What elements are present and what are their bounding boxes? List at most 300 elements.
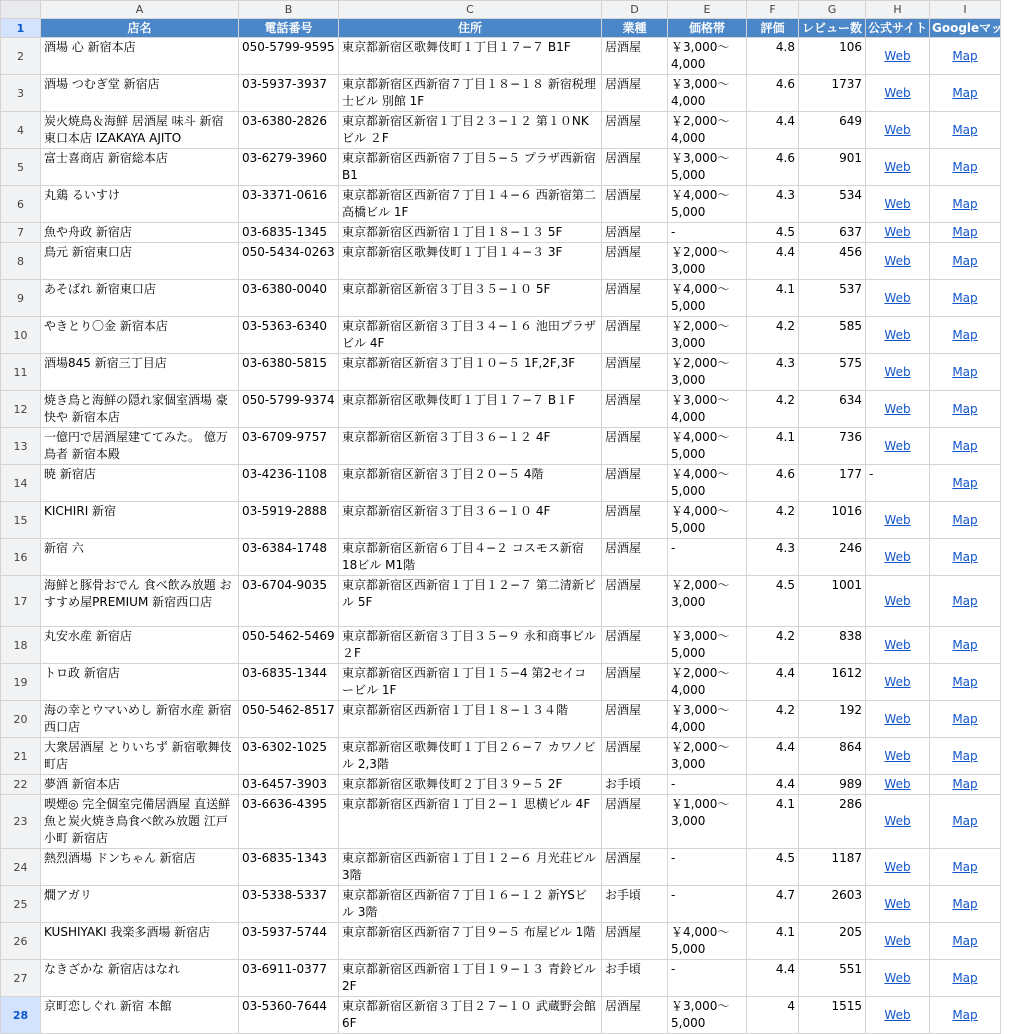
- cell-rating[interactable]: 4.5: [747, 849, 799, 886]
- cell-type[interactable]: 居酒屋: [602, 465, 668, 502]
- cell-website-link[interactable]: Web: [866, 539, 930, 576]
- cell-reviews[interactable]: 205: [799, 923, 866, 960]
- cell-address[interactable]: 東京都新宿区新宿３丁目３５−１０ 5F: [339, 280, 602, 317]
- cell-website-link[interactable]: Web: [866, 391, 930, 428]
- cell-address[interactable]: 東京都新宿区新宿３丁目３６−１２ 4F: [339, 428, 602, 465]
- cell-price[interactable]: ￥4,000〜5,000: [668, 923, 747, 960]
- cell-price[interactable]: ￥3,000〜5,000: [668, 149, 747, 186]
- row-number[interactable]: 3: [1, 75, 41, 112]
- row-number[interactable]: 19: [1, 664, 41, 701]
- row-number[interactable]: 28: [1, 997, 41, 1034]
- cell-address[interactable]: 東京都新宿区西新宿１丁目１２−６ 月光荘ビル 3階: [339, 849, 602, 886]
- cell-map-link[interactable]: Map: [930, 664, 1001, 701]
- cell-website-link[interactable]: Web: [866, 112, 930, 149]
- cell-reviews[interactable]: 551: [799, 960, 866, 997]
- cell-address[interactable]: 東京都新宿区西新宿７丁目９−５ 布屋ビル 1階: [339, 923, 602, 960]
- cell-tel[interactable]: 03-6911-0377: [239, 960, 339, 997]
- cell-rating[interactable]: 4.4: [747, 112, 799, 149]
- cell-address[interactable]: 東京都新宿区新宿６丁目４−２ コスモス新宿18ビル M1階: [339, 539, 602, 576]
- cell-website-link[interactable]: Web: [866, 849, 930, 886]
- cell-map-link[interactable]: Map: [930, 317, 1001, 354]
- cell-type[interactable]: 居酒屋: [602, 112, 668, 149]
- cell-price[interactable]: ￥2,000〜3,000: [668, 354, 747, 391]
- cell-name[interactable]: あそばれ 新宿東口店: [41, 280, 239, 317]
- cell-website-link[interactable]: Web: [866, 627, 930, 664]
- cell-website-link[interactable]: Web: [866, 664, 930, 701]
- cell-map-link[interactable]: Map: [930, 627, 1001, 664]
- cell-type[interactable]: 居酒屋: [602, 701, 668, 738]
- cell-website-link[interactable]: Web: [866, 576, 930, 627]
- row-number[interactable]: 2: [1, 38, 41, 75]
- cell-type[interactable]: 居酒屋: [602, 502, 668, 539]
- cell-type[interactable]: 居酒屋: [602, 428, 668, 465]
- cell-type[interactable]: 居酒屋: [602, 795, 668, 849]
- cell-name[interactable]: 海の幸とウマいめし 新宿水産 新宿西口店: [41, 701, 239, 738]
- row-number[interactable]: 23: [1, 795, 41, 849]
- row-number[interactable]: 26: [1, 923, 41, 960]
- cell-website-link[interactable]: Web: [866, 75, 930, 112]
- header-cell-price[interactable]: 価格帯: [668, 19, 747, 38]
- cell-name[interactable]: 焼き鳥と海鮮の隠れ家個室酒場 豪快や 新宿本店: [41, 391, 239, 428]
- cell-map-link[interactable]: Map: [930, 243, 1001, 280]
- cell-address[interactable]: 東京都新宿区西新宿１丁目１９−１３ 青鈴ビル 2F: [339, 960, 602, 997]
- cell-price[interactable]: ￥4,000〜5,000: [668, 428, 747, 465]
- cell-website-link[interactable]: Web: [866, 738, 930, 775]
- cell-tel[interactable]: 03-6380-2826: [239, 112, 339, 149]
- cell-type[interactable]: 居酒屋: [602, 997, 668, 1034]
- table-row: [1, 149, 1001, 186]
- cell-rating[interactable]: 4.2: [747, 502, 799, 539]
- cell-name[interactable]: KUSHIYAKI 我楽多酒場 新宿店: [41, 923, 239, 960]
- cell-tel[interactable]: 03-6636-4395: [239, 795, 339, 849]
- cell-address[interactable]: 東京都新宿区西新宿７丁目５−５ プラザ西新宿 B1: [339, 149, 602, 186]
- cell-address[interactable]: 東京都新宿区歌舞伎町２丁目３９−５ 2F: [339, 775, 602, 795]
- cell-website-link[interactable]: Web: [866, 795, 930, 849]
- cell-price[interactable]: ￥4,000〜5,000: [668, 465, 747, 502]
- row-number[interactable]: 9: [1, 280, 41, 317]
- cell-price[interactable]: ￥2,000〜3,000: [668, 576, 747, 627]
- row-number[interactable]: 16: [1, 539, 41, 576]
- cell-name[interactable]: 夢酒 新宿本店: [41, 775, 239, 795]
- cell-website-link[interactable]: Web: [866, 38, 930, 75]
- cell-name[interactable]: 京町恋しぐれ 新宿 本館: [41, 997, 239, 1034]
- cell-tel[interactable]: 03-6709-9757: [239, 428, 339, 465]
- cell-type[interactable]: 居酒屋: [602, 38, 668, 75]
- header-cell-type[interactable]: 業種: [602, 19, 668, 38]
- cell-website-link[interactable]: Web: [866, 428, 930, 465]
- cell-address[interactable]: 東京都新宿区西新宿１丁目１５−4 第2セイコービル 1F: [339, 664, 602, 701]
- cell-price[interactable]: ￥3,000〜4,000: [668, 38, 747, 75]
- cell-price[interactable]: ￥3,000〜4,000: [668, 391, 747, 428]
- cell-reviews[interactable]: 585: [799, 317, 866, 354]
- cell-price[interactable]: -: [668, 223, 747, 243]
- table-row: [1, 701, 1001, 738]
- cell-tel[interactable]: 03-6279-3960: [239, 149, 339, 186]
- cell-name[interactable]: 新宿 六: [41, 539, 239, 576]
- cell-address[interactable]: 東京都新宿区新宿３丁目３５−９ 永和商事ビル２F: [339, 627, 602, 664]
- cell-name[interactable]: 鳥元 新宿東口店: [41, 243, 239, 280]
- cell-name[interactable]: トロ政 新宿店: [41, 664, 239, 701]
- cell-map-link[interactable]: Map: [930, 775, 1001, 795]
- cell-type[interactable]: 居酒屋: [602, 664, 668, 701]
- cell-type[interactable]: 居酒屋: [602, 738, 668, 775]
- cell-price[interactable]: ￥4,000〜5,000: [668, 186, 747, 223]
- cell-rating[interactable]: 4.2: [747, 701, 799, 738]
- cell-name[interactable]: 酒場845 新宿三丁目店: [41, 354, 239, 391]
- cell-rating[interactable]: 4.2: [747, 627, 799, 664]
- cell-name[interactable]: なきざかな 新宿店はなれ: [41, 960, 239, 997]
- cell-address[interactable]: 東京都新宿区新宿３丁目３６−１０ 4F: [339, 502, 602, 539]
- cell-reviews[interactable]: 1016: [799, 502, 866, 539]
- column-header-b[interactable]: B: [239, 1, 339, 19]
- row-number[interactable]: 20: [1, 701, 41, 738]
- cell-website-link[interactable]: Web: [866, 186, 930, 223]
- cell-map-link[interactable]: Map: [930, 354, 1001, 391]
- cell-type[interactable]: 居酒屋: [602, 317, 668, 354]
- cell-map-link[interactable]: Map: [930, 923, 1001, 960]
- header-cell-rating[interactable]: 評価: [747, 19, 799, 38]
- cell-rating[interactable]: 4.3: [747, 539, 799, 576]
- cell-map-link[interactable]: Map: [930, 960, 1001, 997]
- cell-address[interactable]: 東京都新宿区新宿３丁目３４−１６ 池田プラザビル 4F: [339, 317, 602, 354]
- cell-type[interactable]: 居酒屋: [602, 149, 668, 186]
- cell-price[interactable]: ￥2,000〜4,000: [668, 664, 747, 701]
- row-number[interactable]: 18: [1, 627, 41, 664]
- cell-tel[interactable]: 050-5462-8517: [239, 701, 339, 738]
- cell-name[interactable]: 海鮮と豚骨おでん 食べ飲み放題 おすすめ屋PREMIUM 新宿西口店: [41, 576, 239, 627]
- cell-rating[interactable]: 4.8: [747, 38, 799, 75]
- row-number[interactable]: 21: [1, 738, 41, 775]
- cell-reviews[interactable]: 1001: [799, 576, 866, 627]
- header-cell-tel[interactable]: 電話番号: [239, 19, 339, 38]
- cell-type[interactable]: 居酒屋: [602, 280, 668, 317]
- cell-map-link[interactable]: Map: [930, 465, 1001, 502]
- cell-reviews[interactable]: 736: [799, 428, 866, 465]
- cell-rating[interactable]: 4.6: [747, 465, 799, 502]
- cell-reviews[interactable]: 2603: [799, 886, 866, 923]
- cell-reviews[interactable]: 177: [799, 465, 866, 502]
- cell-reviews[interactable]: 637: [799, 223, 866, 243]
- cell-price[interactable]: ￥2,000〜4,000: [668, 112, 747, 149]
- cell-rating[interactable]: 4.3: [747, 186, 799, 223]
- cell-reviews[interactable]: 534: [799, 186, 866, 223]
- table-row: [1, 775, 1001, 795]
- cell-reviews[interactable]: 1187: [799, 849, 866, 886]
- cell-type[interactable]: 居酒屋: [602, 223, 668, 243]
- cell-address[interactable]: 東京都新宿区新宿３丁目２０−５ 4階: [339, 465, 602, 502]
- cell-rating[interactable]: 4.5: [747, 223, 799, 243]
- cell-map-link[interactable]: Map: [930, 576, 1001, 627]
- row-number[interactable]: 22: [1, 775, 41, 795]
- cell-reviews[interactable]: 1737: [799, 75, 866, 112]
- cell-reviews[interactable]: 286: [799, 795, 866, 849]
- cell-address[interactable]: 東京都新宿区西新宿１丁目１８−１３ 5F: [339, 223, 602, 243]
- cell-name[interactable]: 酒場 つむぎ堂 新宿店: [41, 75, 239, 112]
- cell-website-link[interactable]: Web: [866, 701, 930, 738]
- column-header-e[interactable]: E: [668, 1, 747, 19]
- cell-tel[interactable]: 050-5799-9595: [239, 38, 339, 75]
- select-all-corner[interactable]: [1, 1, 41, 19]
- cell-price[interactable]: ￥3,000〜4,000: [668, 701, 747, 738]
- table-row: [1, 186, 1001, 223]
- column-header-h[interactable]: H: [866, 1, 930, 19]
- row-number[interactable]: 27: [1, 960, 41, 997]
- cell-reviews[interactable]: 246: [799, 539, 866, 576]
- header-cell-name[interactable]: 店名: [41, 19, 239, 38]
- column-header-c[interactable]: C: [339, 1, 602, 19]
- cell-rating[interactable]: 4.4: [747, 738, 799, 775]
- cell-name[interactable]: 魚や舟政 新宿店: [41, 223, 239, 243]
- cell-tel[interactable]: 03-5937-3937: [239, 75, 339, 112]
- cell-name[interactable]: 酒場 心 新宿本店: [41, 38, 239, 75]
- cell-map-link[interactable]: Map: [930, 886, 1001, 923]
- cell-map-link[interactable]: Map: [930, 149, 1001, 186]
- cell-rating[interactable]: 4.2: [747, 391, 799, 428]
- cell-website-link[interactable]: Web: [866, 223, 930, 243]
- cell-rating[interactable]: 4.2: [747, 317, 799, 354]
- cell-address[interactable]: 東京都新宿区新宿３丁目１０−５ 1F,2F,3F: [339, 354, 602, 391]
- cell-tel[interactable]: 050-5462-5469: [239, 627, 339, 664]
- table-row: [1, 465, 1001, 502]
- cell-website-link[interactable]: Web: [866, 923, 930, 960]
- cell-map-link[interactable]: Map: [930, 280, 1001, 317]
- cell-tel[interactable]: 03-5937-5744: [239, 923, 339, 960]
- cell-type[interactable]: 居酒屋: [602, 391, 668, 428]
- cell-price[interactable]: ￥4,000〜5,000: [668, 502, 747, 539]
- cell-tel[interactable]: 03-6835-1345: [239, 223, 339, 243]
- cell-type[interactable]: 居酒屋: [602, 849, 668, 886]
- cell-reviews[interactable]: 537: [799, 280, 866, 317]
- cell-type[interactable]: 居酒屋: [602, 186, 668, 223]
- cell-map-link[interactable]: Map: [930, 112, 1001, 149]
- cell-price[interactable]: ￥3,000〜4,000: [668, 75, 747, 112]
- cell-rating[interactable]: 4.1: [747, 428, 799, 465]
- cell-tel[interactable]: 050-5434-0263: [239, 243, 339, 280]
- table-row: [1, 997, 1001, 1034]
- cell-map-link[interactable]: Map: [930, 428, 1001, 465]
- cell-tel[interactable]: 03-6380-5815: [239, 354, 339, 391]
- cell-rating[interactable]: 4.4: [747, 775, 799, 795]
- cell-map-link[interactable]: Map: [930, 849, 1001, 886]
- cell-name[interactable]: 炭火焼鳥＆海鮮 居酒屋 味斗 新宿東口本店 IZAKAYA AJITO: [41, 112, 239, 149]
- row-number[interactable]: 11: [1, 354, 41, 391]
- cell-name[interactable]: やきとり〇金 新宿本店: [41, 317, 239, 354]
- cell-rating[interactable]: 4.1: [747, 923, 799, 960]
- cell-price[interactable]: ￥1,000〜3,000: [668, 795, 747, 849]
- table-row: [1, 502, 1001, 539]
- cell-address[interactable]: 東京都新宿区西新宿７丁目１６−１２ 新YSビル 3階: [339, 886, 602, 923]
- cell-tel[interactable]: 03-5360-7644: [239, 997, 339, 1034]
- cell-price[interactable]: -: [668, 539, 747, 576]
- cell-map-link[interactable]: Map: [930, 738, 1001, 775]
- cell-reviews[interactable]: 1515: [799, 997, 866, 1034]
- row-number[interactable]: 13: [1, 428, 41, 465]
- cell-tel[interactable]: 03-6835-1343: [239, 849, 339, 886]
- cell-rating[interactable]: 4.1: [747, 795, 799, 849]
- cell-reviews[interactable]: 838: [799, 627, 866, 664]
- column-header-i[interactable]: I: [930, 1, 1001, 19]
- cell-tel[interactable]: 03-3371-0616: [239, 186, 339, 223]
- table-row: [1, 886, 1001, 923]
- cell-website-link[interactable]: Web: [866, 317, 930, 354]
- cell-name[interactable]: 喫煙◎ 完全個室完備居酒屋 直送鮮魚と炭火焼き鳥食べ飲み放題 江戸小町 新宿店: [41, 795, 239, 849]
- cell-map-link[interactable]: Map: [930, 223, 1001, 243]
- cell-type[interactable]: お手頃: [602, 886, 668, 923]
- cell-website-link[interactable]: Web: [866, 886, 930, 923]
- header-cell-reviews[interactable]: レビュー数: [799, 19, 866, 38]
- cell-rating[interactable]: 4.3: [747, 354, 799, 391]
- cell-type[interactable]: 居酒屋: [602, 354, 668, 391]
- cell-price[interactable]: -: [668, 960, 747, 997]
- header-cell-address[interactable]: 住所: [339, 19, 602, 38]
- cell-address[interactable]: 東京都新宿区新宿１丁目２３−１２ 第１０NKビル ２F: [339, 112, 602, 149]
- cell-map-link[interactable]: Map: [930, 391, 1001, 428]
- header-cell-map[interactable]: Googleマップ: [930, 19, 1001, 38]
- cell-address[interactable]: 東京都新宿区歌舞伎町１丁目１７−７ B1F: [339, 38, 602, 75]
- cell-price[interactable]: ￥3,000〜5,000: [668, 627, 747, 664]
- cell-website-link[interactable]: Web: [866, 775, 930, 795]
- row-number[interactable]: 25: [1, 886, 41, 923]
- cell-tel[interactable]: 03-6380-0040: [239, 280, 339, 317]
- table-row: [1, 849, 1001, 886]
- cell-rating[interactable]: 4.5: [747, 576, 799, 627]
- cell-price[interactable]: ￥2,000〜3,000: [668, 738, 747, 775]
- cell-type[interactable]: 居酒屋: [602, 576, 668, 627]
- cell-reviews[interactable]: 575: [799, 354, 866, 391]
- column-header-f[interactable]: F: [747, 1, 799, 19]
- cell-name[interactable]: 丸安水産 新宿店: [41, 627, 239, 664]
- cell-website-link[interactable]: Web: [866, 960, 930, 997]
- cell-type[interactable]: 居酒屋: [602, 627, 668, 664]
- cell-type[interactable]: 居酒屋: [602, 539, 668, 576]
- row-number[interactable]: 6: [1, 186, 41, 223]
- cell-tel[interactable]: 03-6384-1748: [239, 539, 339, 576]
- cell-name[interactable]: 丸鶏 るいすけ: [41, 186, 239, 223]
- cell-reviews[interactable]: 901: [799, 149, 866, 186]
- cell-type[interactable]: 居酒屋: [602, 923, 668, 960]
- cell-tel[interactable]: 03-4236-1108: [239, 465, 339, 502]
- row-number[interactable]: 8: [1, 243, 41, 280]
- row-number[interactable]: 12: [1, 391, 41, 428]
- cell-price[interactable]: -: [668, 849, 747, 886]
- cell-rating[interactable]: 4.6: [747, 75, 799, 112]
- cell-tel[interactable]: 03-6457-3903: [239, 775, 339, 795]
- cell-type[interactable]: 居酒屋: [602, 75, 668, 112]
- row-number[interactable]: 1: [1, 19, 41, 38]
- cell-rating[interactable]: 4: [747, 997, 799, 1034]
- column-letter-row: [1, 1, 1001, 19]
- cell-rating[interactable]: 4.1: [747, 280, 799, 317]
- column-header-a[interactable]: A: [41, 1, 239, 19]
- cell-website-link[interactable]: Web: [866, 243, 930, 280]
- cell-rating[interactable]: 4.7: [747, 886, 799, 923]
- cell-price[interactable]: ￥2,000〜3,000: [668, 243, 747, 280]
- cell-address[interactable]: 東京都新宿区西新宿１丁目１８−１３４階: [339, 701, 602, 738]
- cell-map-link[interactable]: Map: [930, 701, 1001, 738]
- cell-tel[interactable]: 03-6704-9035: [239, 576, 339, 627]
- cell-website-link[interactable]: Web: [866, 354, 930, 391]
- cell-reviews[interactable]: 456: [799, 243, 866, 280]
- column-header-g[interactable]: G: [799, 1, 866, 19]
- cell-website-link[interactable]: -: [866, 465, 930, 502]
- cell-price[interactable]: -: [668, 886, 747, 923]
- cell-type[interactable]: 居酒屋: [602, 243, 668, 280]
- cell-tel[interactable]: 03-6835-1344: [239, 664, 339, 701]
- cell-tel[interactable]: 03-5919-2888: [239, 502, 339, 539]
- cell-price[interactable]: ￥2,000〜3,000: [668, 317, 747, 354]
- row-number[interactable]: 15: [1, 502, 41, 539]
- row-number[interactable]: 24: [1, 849, 41, 886]
- row-number[interactable]: 7: [1, 223, 41, 243]
- cell-address[interactable]: 東京都新宿区歌舞伎町１丁目１４−３ 3F: [339, 243, 602, 280]
- cell-price[interactable]: -: [668, 775, 747, 795]
- cell-map-link[interactable]: Map: [930, 75, 1001, 112]
- cell-map-link[interactable]: Map: [930, 539, 1001, 576]
- cell-rating[interactable]: 4.4: [747, 960, 799, 997]
- cell-address[interactable]: 東京都新宿区西新宿７丁目１８−１８ 新宿税理士ビル 別館 1F: [339, 75, 602, 112]
- cell-address[interactable]: 東京都新宿区歌舞伎町１丁目１７−７ B１F: [339, 391, 602, 428]
- cell-name[interactable]: 富士喜商店 新宿総本店: [41, 149, 239, 186]
- cell-reviews[interactable]: 634: [799, 391, 866, 428]
- row-number[interactable]: 10: [1, 317, 41, 354]
- cell-map-link[interactable]: Map: [930, 997, 1001, 1034]
- cell-website-link[interactable]: Web: [866, 280, 930, 317]
- column-header-d[interactable]: D: [602, 1, 668, 19]
- cell-address[interactable]: 東京都新宿区西新宿１丁目２−１ 思横ビル 4F: [339, 795, 602, 849]
- cell-website-link[interactable]: Web: [866, 502, 930, 539]
- cell-website-link[interactable]: Web: [866, 997, 930, 1034]
- cell-name[interactable]: 燗アガリ: [41, 886, 239, 923]
- cell-rating[interactable]: 4.4: [747, 243, 799, 280]
- cell-map-link[interactable]: Map: [930, 795, 1001, 849]
- cell-reviews[interactable]: 649: [799, 112, 866, 149]
- cell-rating[interactable]: 4.6: [747, 149, 799, 186]
- cell-type[interactable]: お手頃: [602, 960, 668, 997]
- cell-map-link[interactable]: Map: [930, 502, 1001, 539]
- cell-map-link[interactable]: Map: [930, 186, 1001, 223]
- cell-name[interactable]: 大衆居酒屋 とりいちず 新宿歌舞伎町店: [41, 738, 239, 775]
- cell-website-link[interactable]: Web: [866, 149, 930, 186]
- cell-name[interactable]: 暁 新宿店: [41, 465, 239, 502]
- cell-price[interactable]: ￥3,000〜5,000: [668, 997, 747, 1034]
- cell-address[interactable]: 東京都新宿区西新宿１丁目１２−７ 第二清新ビル 5F: [339, 576, 602, 627]
- row-number[interactable]: 4: [1, 112, 41, 149]
- cell-tel[interactable]: 03-5338-5337: [239, 886, 339, 923]
- cell-address[interactable]: 東京都新宿区西新宿７丁目１４−６ 西新宿第二高橋ビル 1F: [339, 186, 602, 223]
- cell-tel[interactable]: 03-5363-6340: [239, 317, 339, 354]
- cell-reviews[interactable]: 989: [799, 775, 866, 795]
- cell-tel[interactable]: 050-5799-9374: [239, 391, 339, 428]
- cell-address[interactable]: 東京都新宿区新宿３丁目２７−１０ 武蔵野会館 6F: [339, 997, 602, 1034]
- cell-price[interactable]: ￥4,000〜5,000: [668, 280, 747, 317]
- cell-reviews[interactable]: 106: [799, 38, 866, 75]
- cell-reviews[interactable]: 864: [799, 738, 866, 775]
- cell-reviews[interactable]: 192: [799, 701, 866, 738]
- cell-name[interactable]: 熱烈酒場 ドンちゃん 新宿店: [41, 849, 239, 886]
- cell-name[interactable]: KICHIRI 新宿: [41, 502, 239, 539]
- header-cell-website[interactable]: 公式サイト: [866, 19, 930, 38]
- row-number[interactable]: 5: [1, 149, 41, 186]
- cell-name[interactable]: 一億円で居酒屋建ててみた。 億万鳥者 新宿本殿: [41, 428, 239, 465]
- cell-rating[interactable]: 4.4: [747, 664, 799, 701]
- cell-tel[interactable]: 03-6302-1025: [239, 738, 339, 775]
- cell-address[interactable]: 東京都新宿区歌舞伎町１丁目２６−７ カワノビル 2,3階: [339, 738, 602, 775]
- row-number[interactable]: 14: [1, 465, 41, 502]
- cell-type[interactable]: お手頃: [602, 775, 668, 795]
- cell-map-link[interactable]: Map: [930, 38, 1001, 75]
- row-number[interactable]: 17: [1, 576, 41, 627]
- cell-reviews[interactable]: 1612: [799, 664, 866, 701]
